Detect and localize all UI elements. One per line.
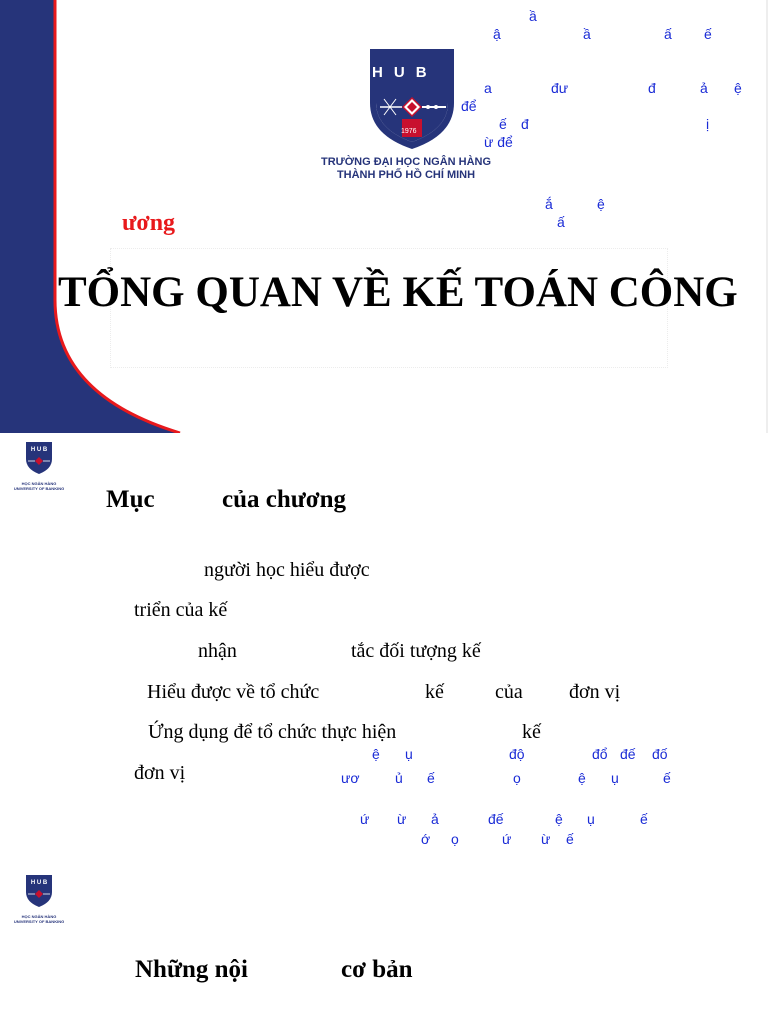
body-text: Hiểu được về tổ chức xyxy=(147,681,320,703)
text-fragment: ị xyxy=(706,116,710,132)
body-text: nhận xyxy=(198,640,237,662)
hub-logo-icon xyxy=(25,874,53,908)
text-fragment: ấ xyxy=(557,214,565,230)
text-fragment: ứ xyxy=(360,811,370,827)
text-fragment: ứ xyxy=(502,831,512,847)
logo-caption: HỌC NGÂN HÀNG UNIVERSITY OF BANKING xyxy=(13,914,65,924)
body-text: đơn vị xyxy=(134,762,186,784)
text-fragment: ụ xyxy=(587,811,595,827)
text-fragment: đố xyxy=(652,746,668,762)
objectives-slide xyxy=(0,433,768,861)
body-text: kế xyxy=(522,721,541,743)
text-fragment: ệ xyxy=(578,770,586,786)
text-fragment: ế xyxy=(640,811,648,827)
text-fragment: ụ xyxy=(611,770,619,786)
university-name-line1: TRƯỜNG ĐẠI HỌC NGÂN HÀNG xyxy=(320,156,492,168)
text-fragment: đư xyxy=(551,80,569,96)
text-fragment: độ xyxy=(509,746,525,762)
svg-text:H U B: H U B xyxy=(30,447,48,453)
text-fragment: ả xyxy=(431,811,439,827)
text-fragment: ả xyxy=(700,80,708,96)
text-fragment: ệ xyxy=(734,80,742,96)
hub-logo-icon xyxy=(366,45,458,151)
chapter-label: ương xyxy=(122,210,176,236)
text-fragment: ớ xyxy=(421,831,431,847)
slide-heading-part1: Những nội xyxy=(135,956,248,983)
text-fragment: ấ xyxy=(664,26,672,42)
body-text: Ứng dụng để tổ chức thực hiện xyxy=(148,721,397,743)
text-fragment: ế xyxy=(663,770,671,786)
logo-letters: HUB xyxy=(372,64,438,81)
text-fragment: ầ xyxy=(529,8,537,24)
text-fragment: ừ để xyxy=(484,134,513,150)
body-text: kế xyxy=(425,681,444,703)
logo-year: 1976 xyxy=(401,128,417,135)
text-fragment: đế xyxy=(620,746,636,762)
text-fragment: ế xyxy=(704,26,712,42)
slide-title: TỔNG QUAN VỀ KẾ TOÁN CÔNG xyxy=(58,269,738,316)
text-fragment: ọ xyxy=(513,770,521,786)
text-fragment: ế xyxy=(427,770,435,786)
body-text: người học hiểu được xyxy=(204,559,370,581)
text-fragment: ậ xyxy=(493,26,501,42)
hub-logo-icon xyxy=(25,441,53,475)
text-fragment: ừ xyxy=(541,831,551,847)
body-text: tắc đối tượng kế xyxy=(351,640,481,662)
text-fragment: ọ xyxy=(451,831,459,847)
text-fragment: ệ xyxy=(372,746,380,762)
text-fragment: ủ xyxy=(395,770,403,786)
text-fragment: ế xyxy=(566,831,574,847)
body-text: đơn vị xyxy=(569,681,621,703)
text-fragment: ệ xyxy=(555,811,563,827)
text-fragment: ừ xyxy=(397,811,407,827)
text-fragment: ươ xyxy=(341,770,360,786)
text-fragment: ế xyxy=(499,116,507,132)
university-name-line2: THÀNH PHỐ HỒ CHÍ MINH xyxy=(336,169,476,181)
slide-heading-part1: Mục xyxy=(106,486,155,513)
text-fragment: đế xyxy=(488,811,504,827)
text-fragment: đ xyxy=(521,116,529,132)
text-fragment: ầ xyxy=(583,26,591,42)
text-fragment: ụ xyxy=(405,746,413,762)
title-slide xyxy=(0,0,768,433)
slide-heading-part2: cơ bản xyxy=(341,956,413,983)
text-fragment: ắ xyxy=(545,196,553,212)
text-fragment: đ xyxy=(648,80,656,96)
text-fragment: để xyxy=(461,98,477,114)
body-text: triển của kế xyxy=(134,599,228,621)
contents-slide xyxy=(0,861,768,1024)
university-name xyxy=(296,156,516,182)
slide-heading-part2: của chương xyxy=(222,486,346,513)
text-fragment: ệ xyxy=(597,196,605,212)
text-fragment: a xyxy=(484,80,492,96)
logo-caption: HỌC NGÂN HÀNG UNIVERSITY OF BANKING xyxy=(13,481,65,491)
text-fragment: đổ xyxy=(592,746,608,762)
body-text: của xyxy=(495,681,523,703)
svg-text:H U B: H U B xyxy=(30,880,48,886)
